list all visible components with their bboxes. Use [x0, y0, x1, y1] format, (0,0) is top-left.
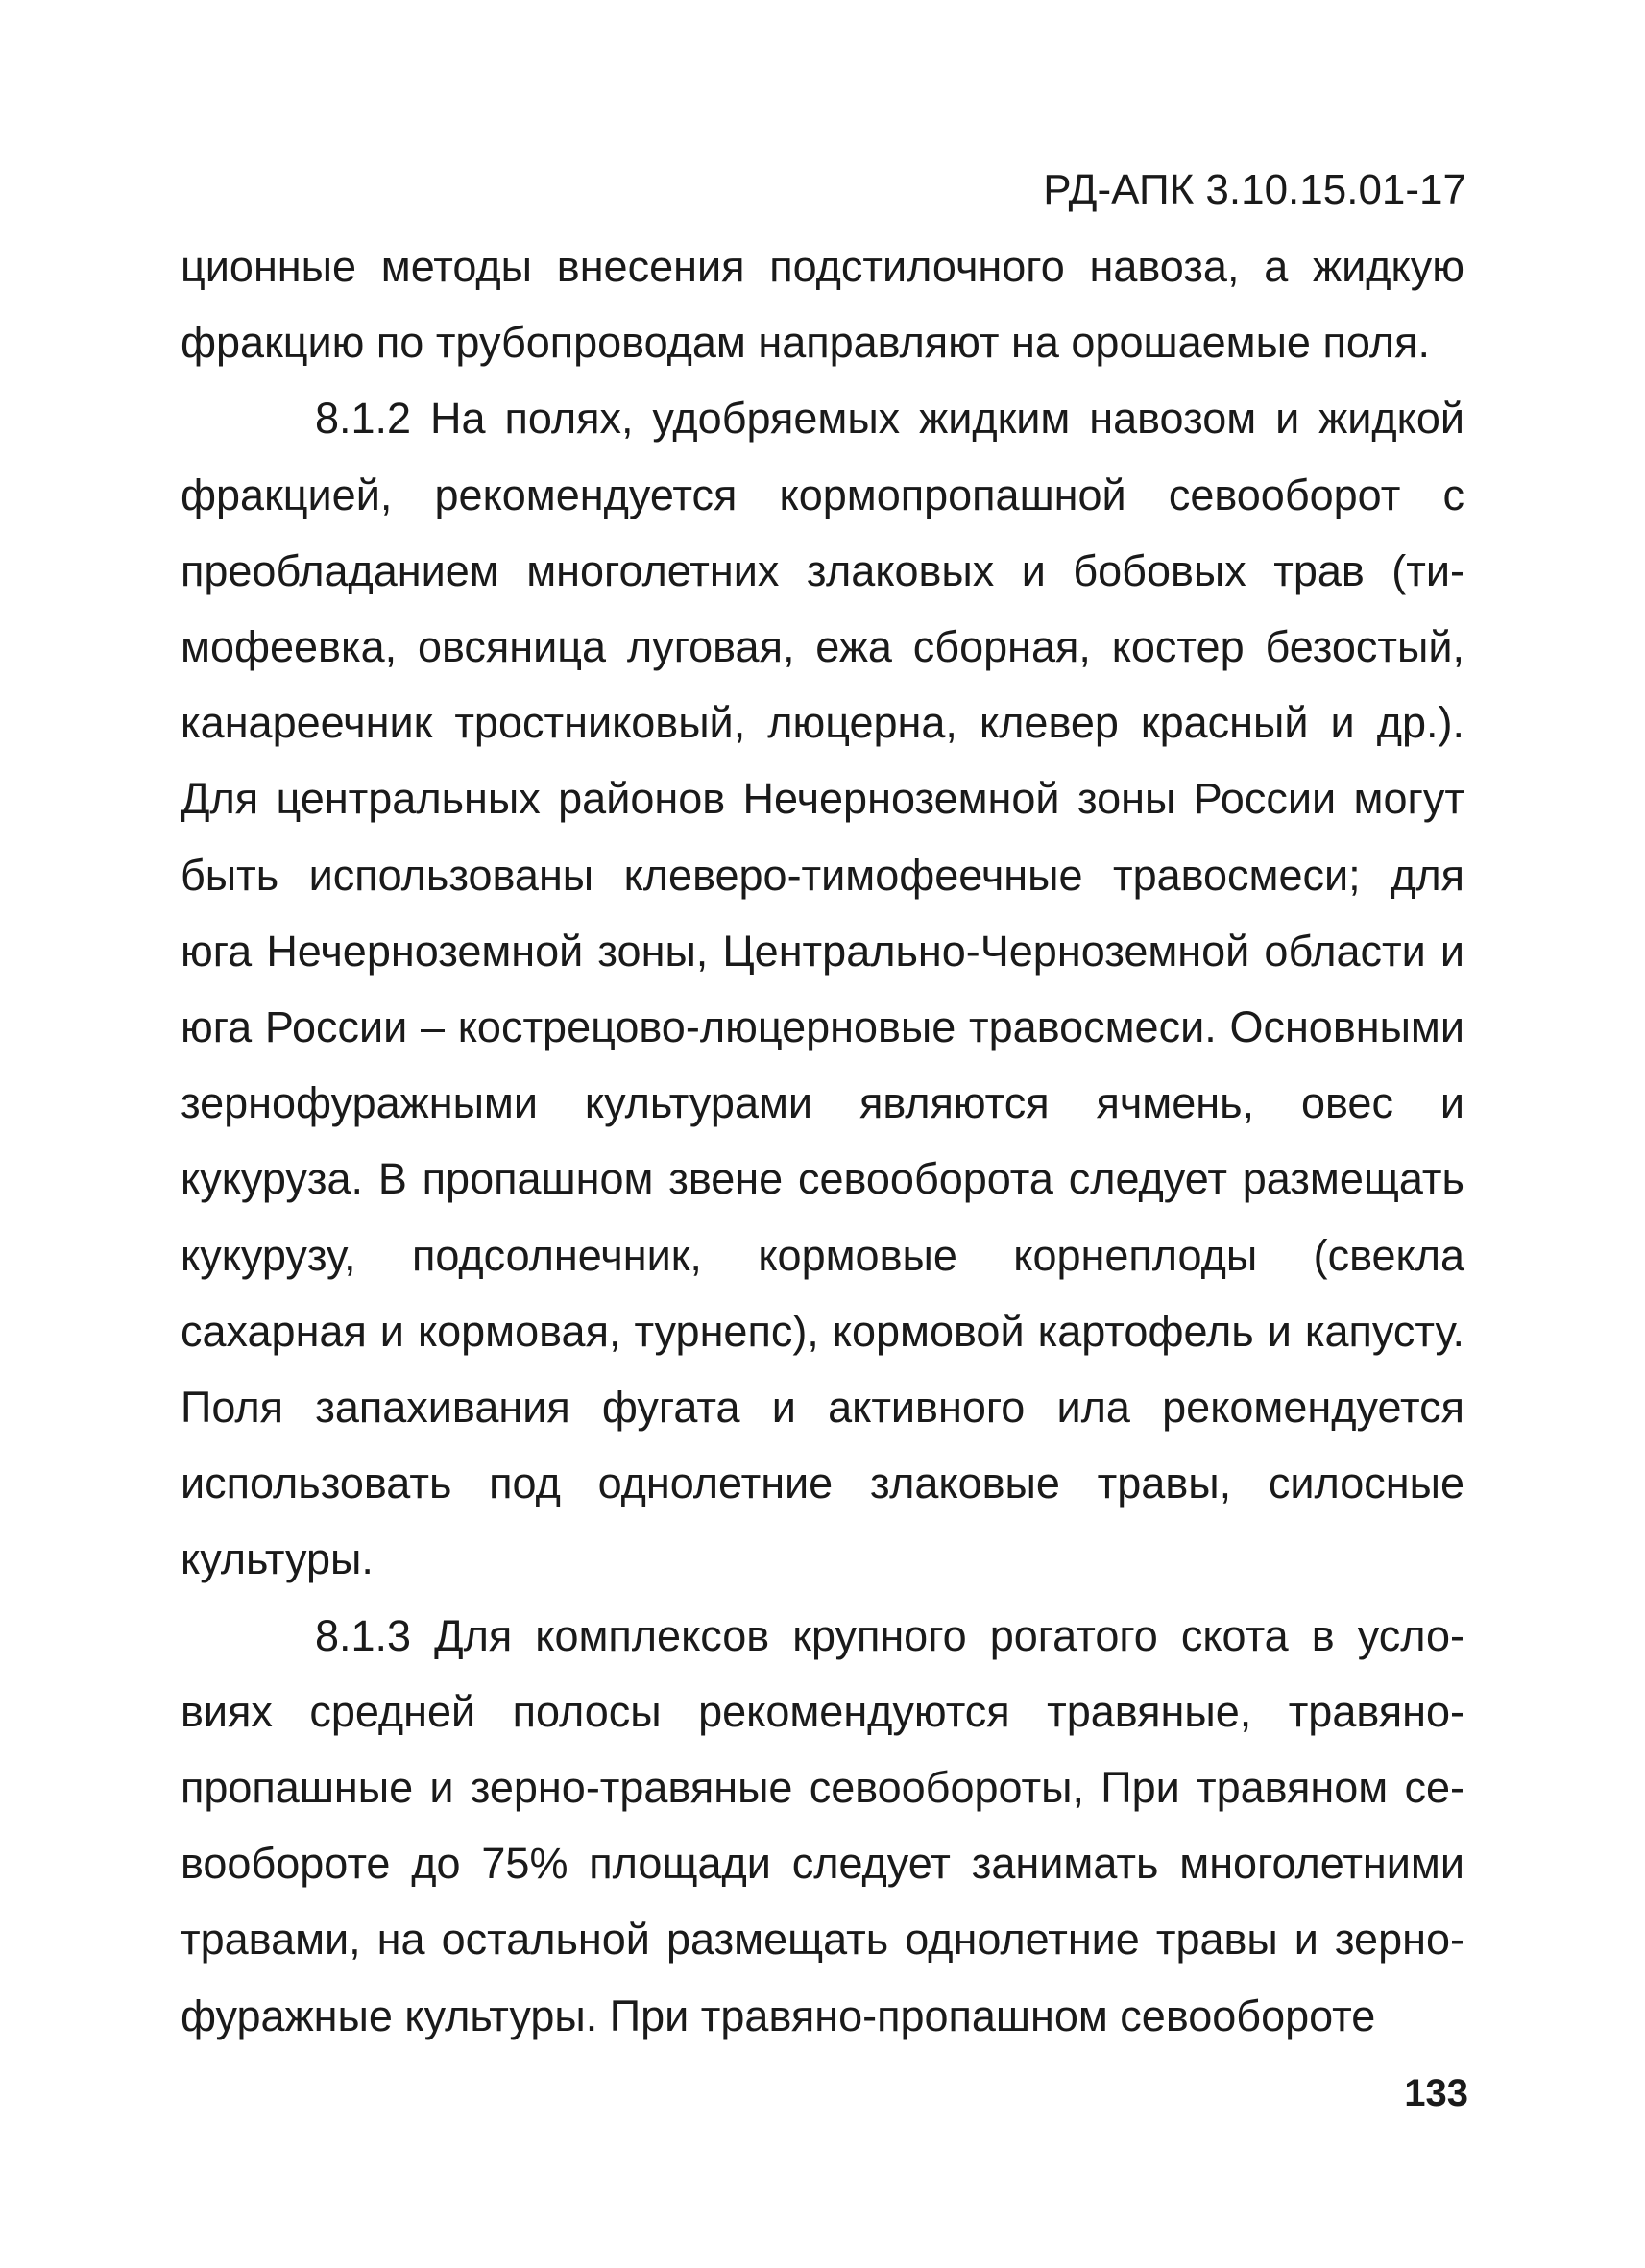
- paragraph-8-1-3: 8.1.3 Для комплексов крупного рогатого скота в условиях средней полосы рекомендуются травяные, травяно-пропашные и зерно-травяные севообороты, При травяном севообороте до 75% площади следует занимать многолетними травами, на остальной размещать однолетние травы и зернофуражные культуры. При травяно-пропашном севообороте: [181, 1610, 1464, 2040]
- page-number: 133: [1404, 2072, 1468, 2114]
- document-body: [181, 229, 1464, 2054]
- document-code-header: РД-АПК 3.10.15.01-17: [1043, 166, 1466, 213]
- paragraph-8-1-2: 8.1.2 На полях, удобряемых жидким навозом и жидкой фракцией, рекомендуется кормопропашной севооборот с преобладанием многолетних злаковых и бобовых трав (тимофеевка, овсяница луговая, ежа сборная, костер безостый, канареечник тростниковый, люцерна, клевер красный и др.). Для центральных районов Нечерноземной зоны России могут быть использованы клеверо-тимофеечные травосмеси; для юга Нечерноземной зоны, Центрально-Черноземной области и юга России – кострецово-люцерновые травосмеси. Основными зернофуражными культурами являются ячмень, овес и кукуруза. В пропашном звене севооборота следует размещать кукурузу, подсолнечник, кормовые корнеплоды (свекла сахарная и кормовая, турнепс), кормовой картофель и капусту. Поля запахивания фугата и активного ила рекомендуется использовать под однолетние злаковые травы, силосные культуры.: [181, 394, 1464, 1584]
- paragraph-continuation: ционные методы внесения подстилочного навоза, а жидкую фракцию по трубопроводам направляют на орошаемые поля.: [181, 242, 1464, 368]
